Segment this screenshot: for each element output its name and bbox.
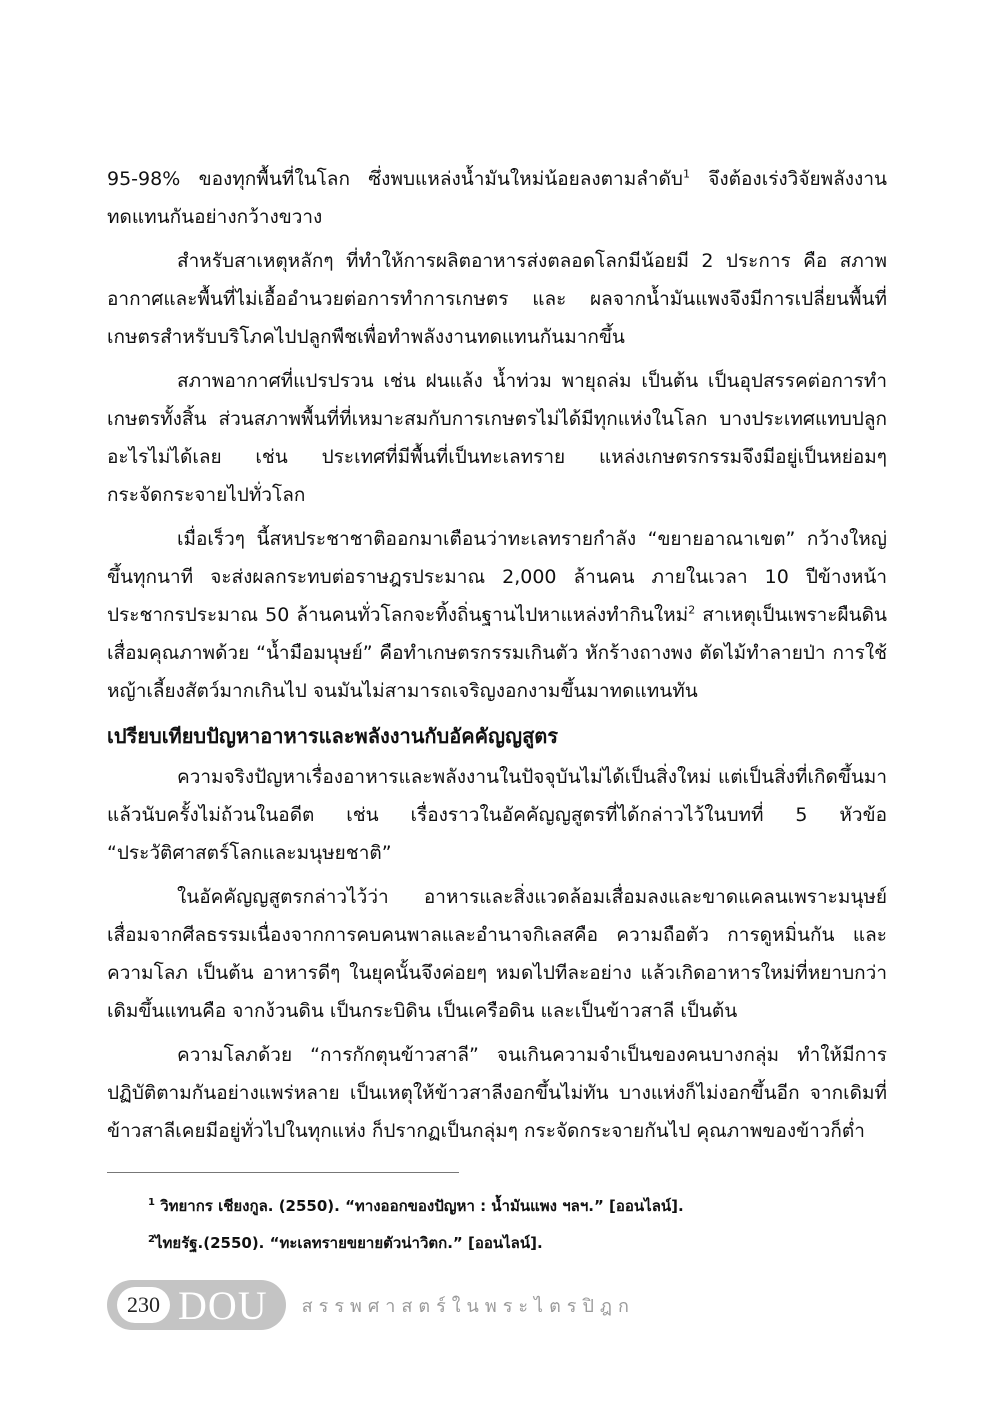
- section-heading: เปรียบเทียบปัญหาอาหารและพลังงานกับอัคคัญญสูตร: [107, 724, 559, 748]
- page-footer: [107, 1280, 635, 1330]
- dou-logo: DOU: [178, 1282, 268, 1328]
- paragraph: สภาพอากาศที่แปรปรวน เช่น ฝนแล้ง น้ำท่วม พายุถล่ม เป็นต้น เป็นอุปสรรคต่อการทำเกษตรทั้งสิ้น ส่วนสภาพพื้นที่ที่เหมาะสมกับการเกษตรไม่ได้มีทุกแห่งในโลก บางประเทศแทบปลูกอะไรไม่ได้เลย เช่น ประเทศที่มีพื้นที่เป็นทะเลทราย แหล่งเกษตรกรรมจึงมีอยู่เป็นหย่อมๆ กระจัดกระจายไปทั่วโลก: [107, 370, 887, 506]
- folio-badge: [107, 1280, 286, 1330]
- paragraph: สำหรับสาเหตุหลักๆ ที่ทำให้การผลิตอาหารส่งตลอดโลกมีน้อยมี 2 ประการ คือ สภาพอากาศและพื้นที่ไม่เอื้ออำนวยต่อการทำการเกษตร และ ผลจากน้ำมันแพงจึงมีการเปลี่ยนพื้นที่เกษตรสำหรับบริโภคไปปลูกพืชเพื่อทำพลังงานทดแทนกันมากขึ้น: [107, 250, 887, 348]
- paragraph: เมื่อเร็วๆ นี้สหประชาชาติออกมาเตือนว่าทะเลทรายกำลัง “ขยายอาณาเขต” กว้างใหญ่ขึ้นทุกนาที จะส่งผลกระทบต่อราษฎรประมาณ 2,000 ล้านคน ภายในเวลา 10 ปีข้างหน้า ประชากรประมาณ 50 ล้านคนทั่วโลกจะทิ้งถิ่นฐานไปหาแหล่งทำกินใหม่$^2$ สาเหตุเป็นเพราะผืนดินเสื่อมคุณภาพด้วย “น้ำมือมนุษย์” คือทำเกษตรกรรมเกินตัว หักร้างถางพง ตัดไม้ทำลายป่า การใช้หญ้าเลี้ยงสัตว์มากเกินไป จนมันไม่สามารถเจริญงอกงามขึ้นมาทดแทนทัน: [107, 528, 887, 702]
- footnote: $^2$ไทยรัฐ.(2550). “ทะเลทรายขยายตัวน่าวิตก.” [ออนไลน์].: [148, 1234, 543, 1252]
- footnotes: [148, 1193, 888, 1267]
- footnote-ref[interactable]: 1: [682, 167, 690, 181]
- paragraph: ความโลภด้วย “การกักตุนข้าวสาลี” จนเกินความจำเป็นของคนบางกลุ่ม ทำให้มีการปฏิบัติตามกันอย่างแพร่หลาย เป็นเหตุให้ข้าวสาลีงอกขึ้นไม่ทัน บางแห่งก็ไม่งอกขึ้นอีก จากเดิมที่ข้าวสาลีเคยมีอยู่ทั่วไปในทุกแห่ง ก็ปรากฏเป็นกลุ่มๆ กระจัดกระจายกันไป คุณภาพของข้าวก็ต่ำ: [107, 1044, 887, 1142]
- page-body: [107, 160, 887, 1156]
- footnote-ref[interactable]: 2: [688, 603, 696, 617]
- paragraph: 95-98% ของทุกพื้นที่ในโลก ซึ่งพบแหล่งน้ำมันใหม่น้อยลงตามลำดับ$^1$ จึงต้องเร่งวิจัยพลังงานทดแทนกันอย่างกว้างขวาง: [107, 167, 887, 228]
- paragraph: ในอัคคัญญสูตรกล่าวไว้ว่า อาหารและสิ่งแวดล้อมเสื่อมลงและขาดแคลนเพราะมนุษย์เสื่อมจากศีลธรรมเนื่องจากการคบคนพาลและอำนาจกิเลสคือ ความถือตัว การดูหมิ่นกัน และ ความโลภ เป็นต้น อาหารดีๆ ในยุคนั้นจึงค่อยๆ หมดไปทีละอย่าง แล้วเกิดอาหารใหม่ที่หยาบกว่าเดิมขึ้นแทนคือ จากง้วนดิน เป็นกระบิดิน เป็นเครือดิน และเป็นข้าวสาลี เป็นต้น: [107, 886, 887, 1022]
- paragraph: ความจริงปัญหาเรื่องอาหารและพลังงานในปัจจุบันไม่ได้เป็นสิ่งใหม่ แต่เป็นสิ่งที่เกิดขึ้นมาแล้วนับครั้งไม่ถ้วนในอดีต เช่น เรื่องราวในอัคคัญญสูตรที่ได้กล่าวไว้ในบทที่ 5 หัวข้อ “ประวัติศาสตร์โลกและมนุษยชาติ”: [107, 766, 887, 864]
- running-title: สรรพศาสตร์ในพระไตรปิฎก: [301, 1295, 635, 1317]
- footnote: $^1$ วิทยากร เชียงกูล. (2550). “ทางออกของปัญหา : น้ำมันแพง ฯลฯ.” [ออนไลน์].: [148, 1197, 684, 1215]
- page-number: 230: [117, 1287, 170, 1323]
- footnote-divider: [107, 1172, 459, 1173]
